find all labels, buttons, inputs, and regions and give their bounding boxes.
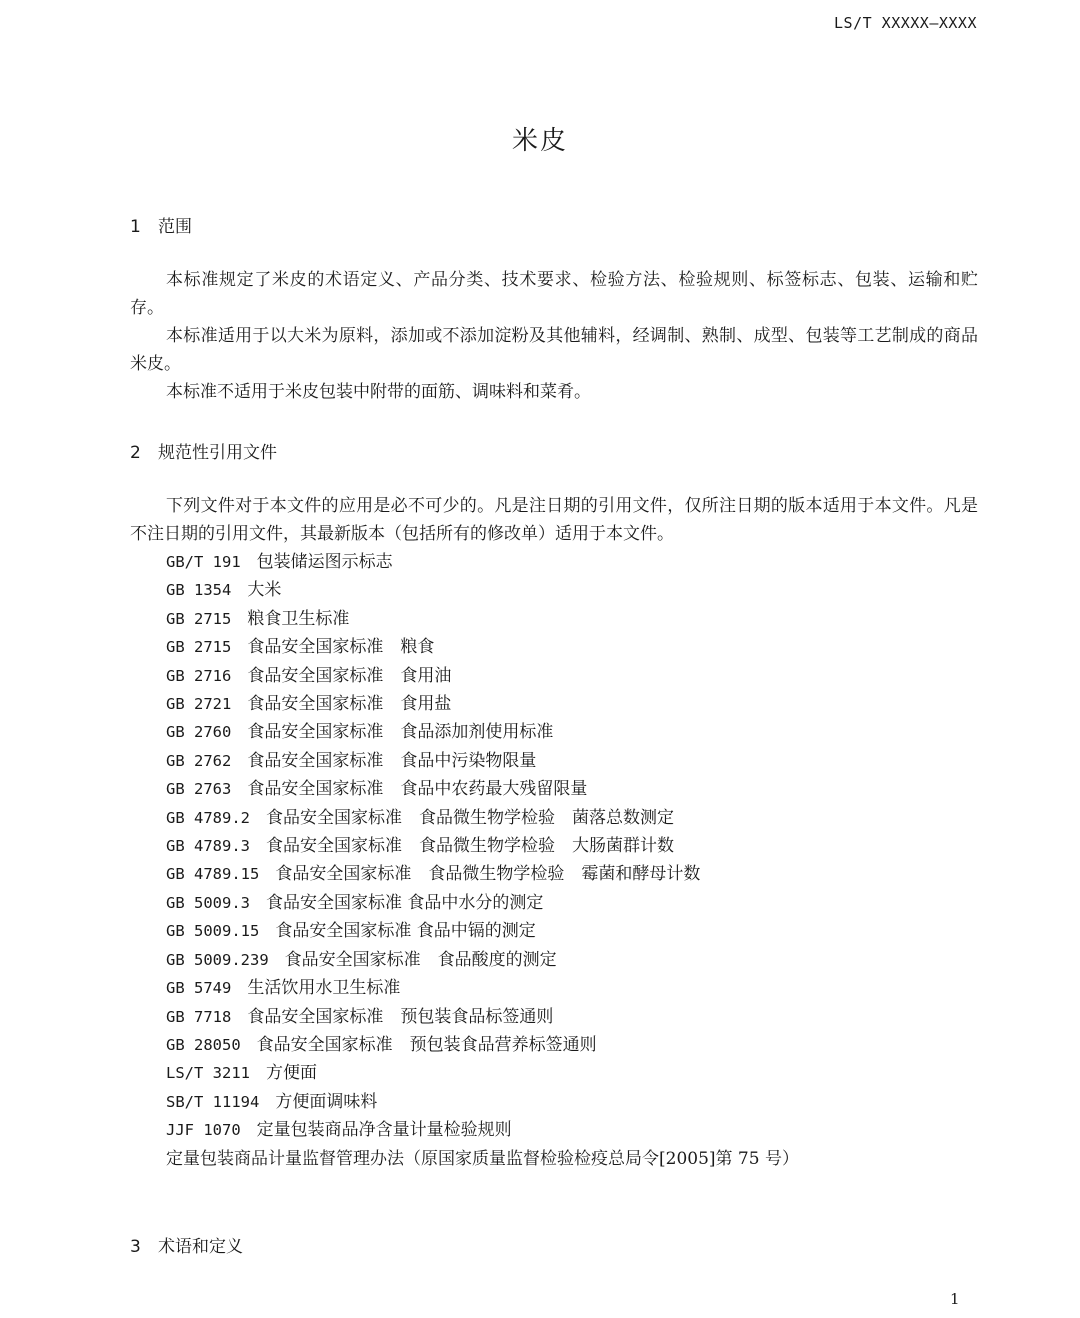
reference-item bbox=[166, 889, 799, 917]
section-number: 1 bbox=[130, 217, 141, 237]
reference-title: 食品安全国家标准 食品添加剂使用标准 bbox=[247, 722, 554, 743]
reference-title: 食品安全国家标准 食品中水分的测定 bbox=[266, 892, 544, 913]
scope-paragraph: 本标准不适用于米皮包装中附带的面筋、调味料和菜肴。 bbox=[166, 382, 591, 402]
standard-code: LS/T XXXXX—XXXX bbox=[834, 14, 977, 32]
reference-title: 包装储运图示标志 bbox=[256, 552, 393, 572]
section-number: 3 bbox=[130, 1237, 141, 1257]
section-title: 术语和定义 bbox=[158, 1237, 243, 1257]
reference-item bbox=[166, 832, 799, 860]
reference-code: GB 5749 bbox=[166, 979, 232, 998]
reference-code: GB 2715 bbox=[166, 609, 232, 628]
reference-title: 食品安全国家标准 食品中农药最大残留限量 bbox=[247, 779, 588, 800]
reference-item bbox=[166, 804, 799, 832]
reference-item bbox=[166, 1059, 799, 1087]
reference-item bbox=[166, 548, 799, 576]
reference-title: 大米 bbox=[247, 580, 282, 601]
reference-item bbox=[166, 775, 799, 803]
section-heading-scope bbox=[130, 212, 192, 237]
reference-item bbox=[166, 633, 799, 661]
reference-title: 生活饮用水卫生标准 bbox=[247, 978, 401, 999]
reference-code: GB 1354 bbox=[166, 581, 232, 600]
reference-item bbox=[166, 917, 799, 945]
reference-code: GB 2763 bbox=[166, 780, 232, 799]
reference-code: GB 4789.3 bbox=[166, 837, 250, 856]
scope-paragraph: 本标准适用于以大米为原料，添加或不添加淀粉及其他辅料，经调制、熟制、成型、包装等工艺制成的商品米皮。 bbox=[130, 326, 978, 374]
reference-title: 食品安全国家标准 食品微生物学检验 大肠菌群计数 bbox=[266, 836, 674, 857]
section-title: 规范性引用文件 bbox=[158, 443, 277, 463]
reference-item bbox=[166, 1088, 799, 1116]
reference-title: 方便面 bbox=[266, 1063, 317, 1084]
reference-title: 粮食卫生标准 bbox=[247, 608, 350, 629]
reference-title: 方便面调味料 bbox=[275, 1091, 378, 1112]
section-heading-terms bbox=[130, 1232, 243, 1257]
reference-item bbox=[166, 605, 799, 633]
reference-title: 食品安全国家标准 食用盐 bbox=[247, 694, 452, 715]
page-number: 1 bbox=[950, 1290, 960, 1308]
normative-intro: 下列文件对于本文件的应用是必不可少的。凡是注日期的引用文件，仅所注日期的版本适用于本文件。凡是不注日期的引用文件，其最新版本（包括所有的修改单）适用于本文件。 bbox=[130, 496, 978, 544]
reference-item bbox=[166, 662, 799, 690]
reference-code: GB 28050 bbox=[166, 1035, 241, 1054]
reference-title: 食品安全国家标准 预包装食品营养标签通则 bbox=[256, 1034, 597, 1055]
reference-code: SB/T 11194 bbox=[166, 1092, 260, 1111]
reference-item bbox=[166, 1031, 799, 1059]
reference-title: 定量包装商品计量监督管理办法（原国家质量监督检验检疫总局令[2005]第 75 号） bbox=[166, 1148, 799, 1169]
reference-title: 食品安全国家标准 食品中镉的测定 bbox=[275, 921, 536, 942]
reference-code: JJF 1070 bbox=[166, 1121, 241, 1140]
reference-item bbox=[166, 747, 799, 775]
scope-paragraph: 本标准规定了米皮的术语定义、产品分类、技术要求、检验方法、检验规则、标签标志、包装、运输和贮存。 bbox=[130, 270, 978, 318]
reference-title: 食品安全国家标准 食用油 bbox=[247, 665, 452, 686]
reference-code: GB 2721 bbox=[166, 695, 232, 714]
reference-item bbox=[166, 1145, 799, 1173]
reference-title: 食品安全国家标准 食品中污染物限量 bbox=[247, 750, 537, 771]
reference-code: GB 5009.3 bbox=[166, 893, 250, 912]
reference-item bbox=[166, 946, 799, 974]
page-title: 米皮 bbox=[511, 126, 568, 156]
section-number: 2 bbox=[130, 443, 141, 463]
section-heading-normative bbox=[130, 438, 277, 463]
reference-code: GB/T 191 bbox=[166, 553, 241, 571]
reference-code: GB 4789.2 bbox=[166, 808, 250, 827]
reference-code: GB 4789.15 bbox=[166, 865, 260, 884]
reference-title: 食品安全国家标准 食品酸度的测定 bbox=[284, 949, 557, 970]
reference-item bbox=[166, 1003, 799, 1031]
reference-code: GB 5009.15 bbox=[166, 922, 260, 941]
reference-item bbox=[166, 860, 799, 888]
reference-list bbox=[166, 548, 799, 1173]
reference-title: 食品安全国家标准 食品微生物学检验 霉菌和酵母计数 bbox=[275, 864, 701, 885]
reference-title: 食品安全国家标准 粮食 bbox=[247, 637, 435, 658]
reference-item bbox=[166, 718, 799, 746]
reference-title: 定量包装商品净含量计量检验规则 bbox=[256, 1120, 512, 1141]
reference-item bbox=[166, 576, 799, 604]
section-title: 范围 bbox=[158, 217, 192, 237]
reference-code: GB 5009.239 bbox=[166, 950, 269, 969]
reference-code: GB 2716 bbox=[166, 666, 232, 685]
reference-code: GB 2762 bbox=[166, 751, 232, 770]
reference-item bbox=[166, 974, 799, 1002]
reference-code: GB 2715 bbox=[166, 638, 232, 657]
reference-code: GB 2760 bbox=[166, 723, 232, 742]
reference-title: 食品安全国家标准 预包装食品标签通则 bbox=[247, 1006, 554, 1027]
reference-item bbox=[166, 1116, 799, 1144]
reference-code: GB 7718 bbox=[166, 1007, 232, 1026]
reference-code: LS/T 3211 bbox=[166, 1064, 250, 1083]
reference-item bbox=[166, 690, 799, 718]
reference-title: 食品安全国家标准 食品微生物学检验 菌落总数测定 bbox=[266, 807, 674, 828]
